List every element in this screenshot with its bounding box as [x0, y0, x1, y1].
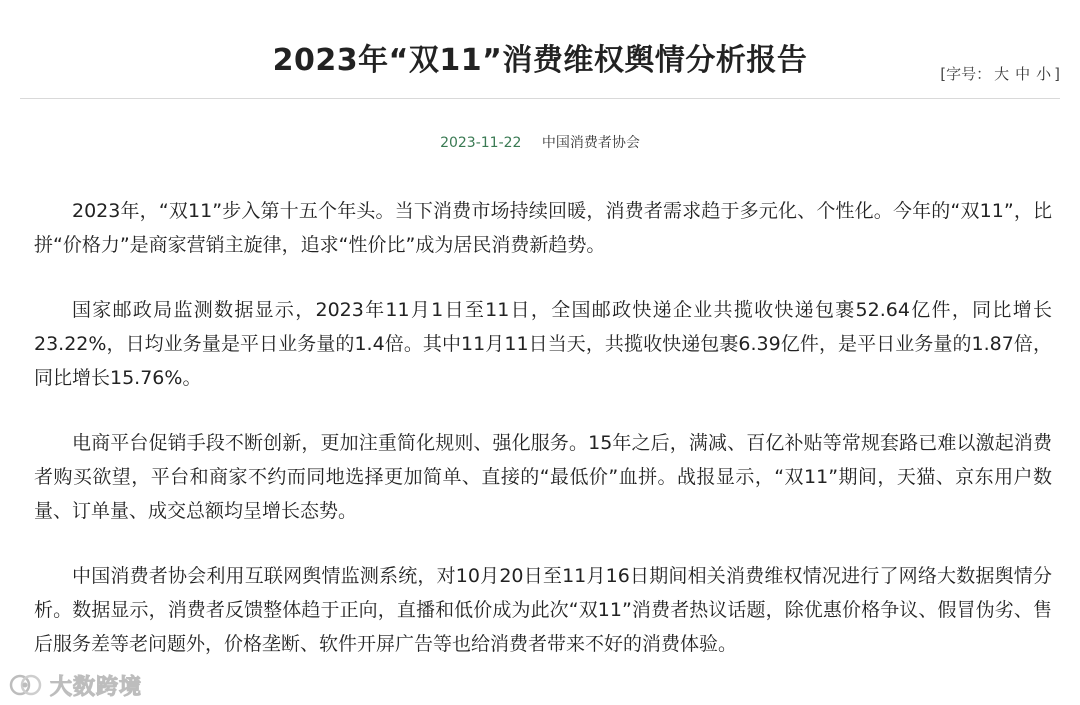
article-paragraph: 2023年，“双11”步入第十五个年头。当下消费市场持续回暖，消费者需求趋于多元化、个性化。今年的“双11”，比拼“价格力”是商家营销主旋律，追求“性价比”成为居民消费新趋势。 [34, 200, 1052, 256]
publish-date: 2023-11-22 [440, 135, 522, 151]
article-paragraph: 电商平台促销手段不断创新，更加注重简化规则、强化服务。15年之后，满减、百亿补贴等常规套路已难以激起消费者购买欲望，平台和商家不约而同地选择更加简单、直接的“最低价”血拼。战报显示，“双11”期间，天猫、京东用户数量、订单量、成交总额均呈增长态势。 [34, 432, 1052, 522]
page-title: 2023年“双11”消费维权舆情分析报告 [272, 43, 808, 79]
font-size-label: [字号： [940, 65, 992, 83]
font-size-selector [940, 64, 1060, 84]
article-paragraph: 国家邮政局监测数据显示，2023年11月1日至11日，全国邮政快递企业共揽收快递包裹52.64亿件，同比增长23.22%，日均业务量是平日业务量的1.4倍。其中11月11日当天，共揽收快递包裹6.39亿件，是平日业务量的1.87倍，同比增长15.76%。 [34, 299, 1052, 389]
article-body [34, 194, 1052, 692]
article-paragraph: 中国消费者协会利用互联网舆情监测系统，对10月20日至11月16日期间相关消费维权情况进行了网络大数据舆情分析。数据显示，消费者反馈整体趋于正向，直播和低价成为此次“双11”消费者热议话题，除优惠价格争议、假冒伪劣、售后服务差等老问题外，价格垄断、软件开屏广告等也给消费者带来不好的消费体验。 [34, 565, 1052, 655]
font-size-bracket: ] [1054, 65, 1060, 83]
font-size-small-link[interactable]: 小 [1036, 65, 1052, 83]
watermark [8, 670, 142, 700]
watermark-text: 大数跨境 [50, 674, 143, 700]
header-divider [20, 98, 1060, 99]
article-meta [0, 133, 1080, 153]
brand-logo-icon [8, 672, 42, 698]
font-size-large-link[interactable]: 大 [994, 65, 1010, 83]
publisher-name: 中国消费者协会 [541, 135, 640, 151]
font-size-medium-link[interactable]: 中 [1015, 65, 1031, 83]
